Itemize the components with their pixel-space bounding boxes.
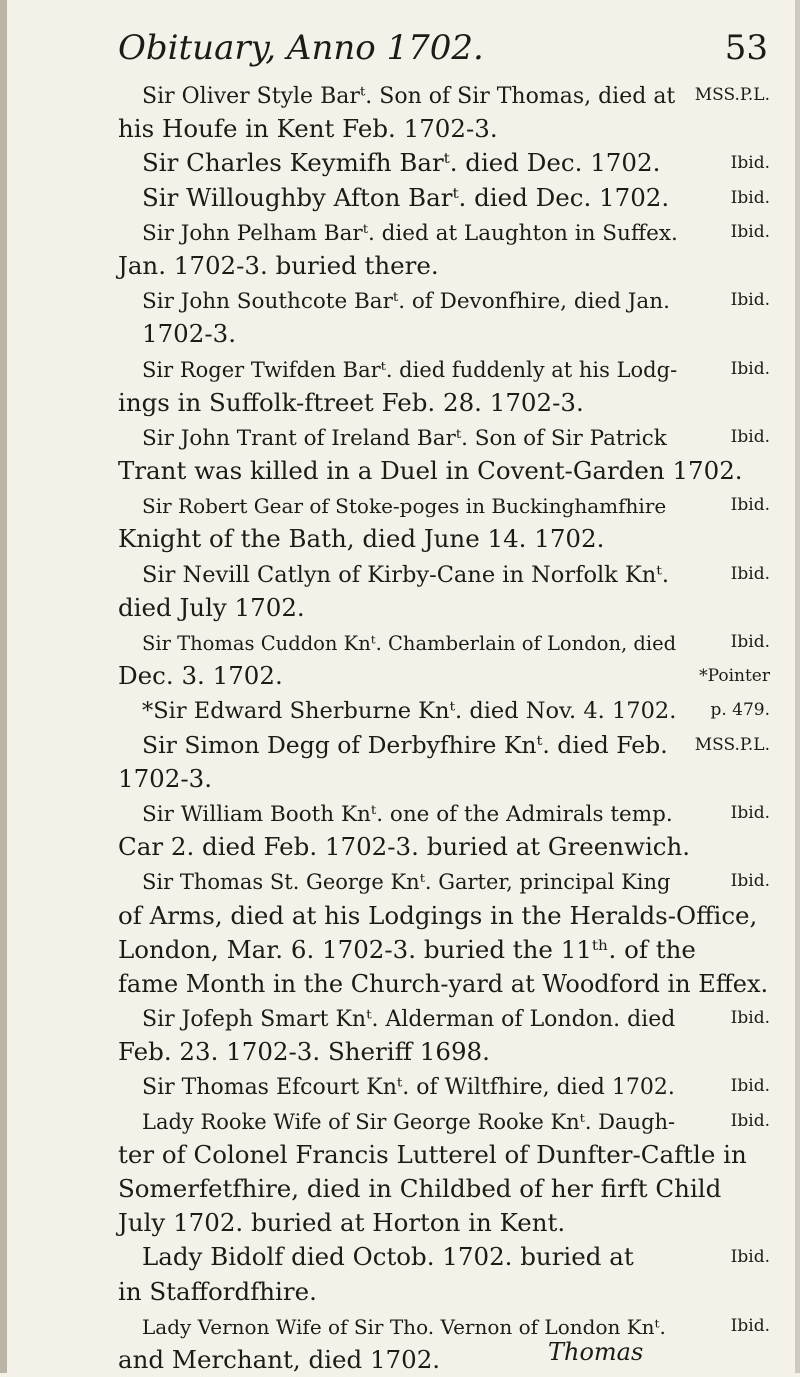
line-text: 1702-3.	[142, 319, 237, 349]
text-line	[118, 454, 770, 488]
line-text: Trant was killed in a Duel in Covent-Garden 1702.	[118, 456, 743, 486]
line-text: Sir Thomas Cuddon Knᵗ. Chamberlain of London, died	[142, 632, 677, 655]
running-header	[118, 28, 768, 78]
text-line	[118, 830, 770, 864]
line-text: London, Mar. 6. 1702-3. buried the 11ᵗʰ. of the	[118, 934, 696, 964]
obituary-text	[118, 78, 770, 1377]
margin-note: p. 479.	[710, 700, 770, 721]
line-text: Dec. 3. 1702.	[118, 661, 283, 691]
line-text: in Staffordfhire.	[118, 1276, 317, 1306]
text-line	[118, 352, 770, 386]
line-text: Sir Jofeph Smart Knᵗ. Alderman of London. died	[142, 1007, 676, 1033]
margin-note: Ibid.	[730, 1247, 770, 1268]
text-line	[118, 215, 770, 249]
line-text: fame Month in the Church-yard at Woodford in Effex.	[118, 969, 769, 998]
text-line	[118, 1172, 770, 1206]
margin-note: Ibid.	[730, 153, 770, 174]
text-line	[118, 899, 770, 933]
line-text: Somerfetfhire, died in Childbed of her firft Child	[118, 1174, 722, 1203]
line-text: Lady Vernon Wife of Sir Tho. Vernon of London Knᵗ.	[142, 1314, 666, 1339]
line-text: Feb. 23. 1702-3. Sheriff 1698.	[118, 1037, 490, 1067]
page-number: 53	[724, 28, 768, 68]
text-line	[118, 283, 770, 317]
text-line	[118, 78, 770, 112]
text-line	[118, 591, 770, 625]
text-line	[118, 557, 770, 591]
line-text: Sir John Trant of Ireland Barᵗ. Son of Sir Patrick	[142, 425, 667, 451]
margin-note: Ibid.	[730, 221, 770, 242]
text-line	[118, 728, 770, 762]
line-text: Sir Nevill Catlyn of Kirby-Cane in Norfolk Knᵗ.	[142, 561, 669, 588]
text-line	[118, 1206, 770, 1240]
margin-note: Ibid.	[730, 187, 770, 208]
margin-note: Ibid.	[730, 290, 770, 311]
line-text: of Arms, died at his Lodgings in the Heralds-Office,	[118, 900, 758, 930]
line-text: Sir Roger Twifden Barᵗ. died fuddenly at his Lodg-	[142, 357, 678, 382]
text-line	[118, 420, 770, 454]
text-line	[118, 1035, 770, 1069]
line-text: Sir John Pelham Barᵗ. died at Laughton in Suffex.	[142, 220, 678, 246]
line-text: Sir Willoughby Afton Barᵗ. died Dec. 1702.	[142, 182, 670, 212]
margin-note: MSS.P.L.	[694, 734, 770, 755]
text-line	[118, 181, 770, 215]
line-text: Lady Bidolf died Octob. 1702. buried at	[142, 1242, 634, 1272]
text-line	[118, 967, 770, 1001]
text-line	[118, 249, 770, 283]
text-line	[118, 864, 770, 898]
line-text: died July 1702.	[118, 592, 305, 622]
text-line	[118, 693, 770, 727]
text-line	[118, 1069, 770, 1103]
page-right-edge	[795, 0, 800, 1373]
margin-note: Ibid.	[730, 632, 770, 652]
line-text: ter of Colonel Francis Lutterel of Dunfter-Caftle in	[118, 1139, 747, 1169]
line-text: Car 2. died Feb. 1702-3. buried at Greenwich.	[118, 832, 691, 862]
text-line	[118, 1240, 770, 1274]
text-line	[118, 1138, 770, 1172]
text-line	[118, 659, 770, 693]
text-line	[118, 1001, 770, 1035]
line-text: 1702-3.	[118, 763, 213, 793]
line-text: ings in Suffolk-ftreet Feb. 28. 1702-3.	[118, 387, 584, 417]
line-text: Jan. 1702-3. buried there.	[118, 250, 439, 280]
margin-note: MSS.P.L.	[694, 85, 770, 105]
line-text: Sir John Southcote Barᵗ. of Devonfhire, died Jan.	[142, 289, 670, 315]
margin-note: *Pointer	[699, 666, 770, 687]
margin-note: Ibid.	[730, 563, 770, 584]
line-text: Sir Simon Degg of Derbyfhire Knᵗ. died Feb.	[142, 730, 668, 759]
line-text: Sir Oliver Style Barᵗ. Son of Sir Thomas, died at	[142, 84, 676, 109]
text-line	[118, 796, 770, 830]
margin-note: Ibid.	[730, 871, 770, 892]
margin-note: Ibid.	[730, 358, 770, 379]
margin-note: Ibid.	[730, 1315, 770, 1336]
line-text: Sir William Booth Knᵗ. one of the Admirals temp.	[142, 801, 673, 827]
line-text: Sir Robert Gear of Stoke-poges in Buckinghamfhire	[142, 494, 667, 519]
text-line	[118, 762, 770, 796]
text-line	[118, 488, 770, 522]
margin-note: Ibid.	[730, 495, 770, 516]
text-line	[118, 112, 770, 146]
line-text: Sir Charles Keymifh Barᵗ. died Dec. 1702.	[142, 148, 661, 178]
text-line	[118, 1275, 770, 1309]
catchword: Thomas	[548, 1338, 644, 1366]
line-text: and Merchant, died 1702.	[118, 1344, 441, 1374]
text-line	[118, 146, 770, 180]
text-line	[118, 625, 770, 659]
text-line	[118, 386, 770, 420]
line-text: *Sir Edward Sherburne Knᵗ. died Nov. 4. 1702.	[142, 698, 677, 725]
line-text: July 1702. buried at Horton in Kent.	[118, 1208, 566, 1238]
margin-note: Ibid.	[730, 1008, 770, 1029]
margin-note: Ibid.	[730, 1076, 770, 1097]
line-text: Sir Thomas St. George Knᵗ. Garter, principal King	[142, 870, 671, 895]
margin-note: Ibid.	[730, 1110, 770, 1131]
line-text: Knight of the Bath, died June 14. 1702.	[118, 524, 605, 554]
line-text: Sir Thomas Efcourt Knᵗ. of Wiltfhire, died 1702.	[142, 1075, 675, 1101]
text-line	[118, 1343, 770, 1377]
text-line	[118, 317, 770, 351]
margin-note: Ibid.	[730, 426, 770, 447]
running-title: Obituary, Anno 1702.	[118, 28, 484, 68]
text-line	[118, 1309, 770, 1343]
margin-note: Ibid.	[730, 802, 770, 823]
text-line	[118, 1104, 770, 1138]
line-text: his Houfe in Kent Feb. 1702-3.	[118, 114, 498, 144]
line-text: Lady Rooke Wife of Sir George Rooke Knᵗ. Daugh-	[142, 1109, 676, 1134]
text-line	[118, 522, 770, 556]
text-line	[118, 933, 770, 967]
page-binding-edge	[0, 0, 7, 1373]
